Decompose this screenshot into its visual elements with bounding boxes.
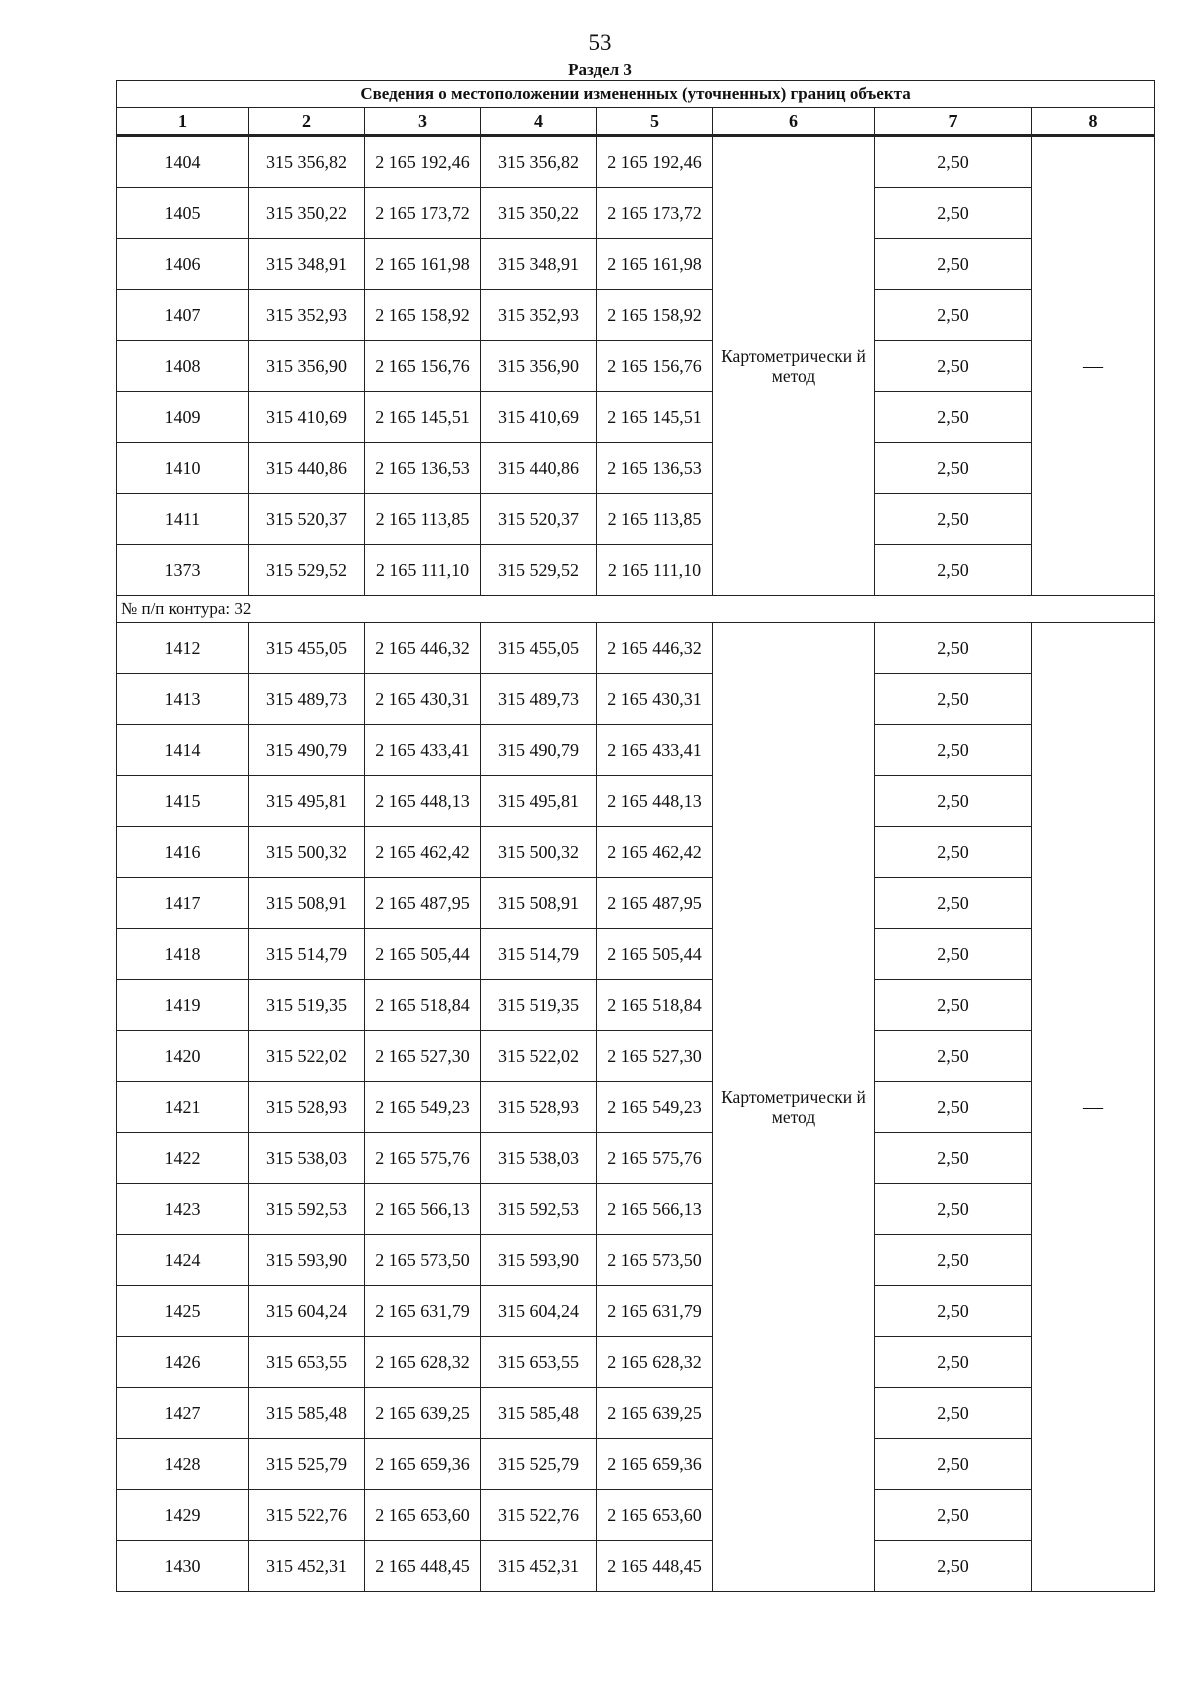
column-8-cell: —	[1032, 136, 1155, 596]
x-coordinate-cell: 315 440,86	[249, 443, 365, 494]
y-coordinate-cell: 2 165 653,60	[597, 1490, 713, 1541]
x-coordinate-cell: 315 593,90	[481, 1235, 597, 1286]
x-coordinate-cell: 315 653,55	[249, 1337, 365, 1388]
x-coordinate-cell: 315 585,48	[481, 1388, 597, 1439]
accuracy-cell: 2,50	[875, 776, 1032, 827]
y-coordinate-cell: 2 165 566,13	[597, 1184, 713, 1235]
accuracy-cell: 2,50	[875, 1184, 1032, 1235]
point-number-cell: 1404	[117, 136, 249, 188]
table-row	[117, 980, 1155, 1031]
y-coordinate-cell: 2 165 145,51	[365, 392, 481, 443]
y-coordinate-cell: 2 165 192,46	[365, 136, 481, 188]
boundary-coordinates-table	[116, 80, 1155, 1592]
table-row	[117, 188, 1155, 239]
x-coordinate-cell: 315 514,79	[481, 929, 597, 980]
y-coordinate-cell: 2 165 653,60	[365, 1490, 481, 1541]
x-coordinate-cell: 315 350,22	[249, 188, 365, 239]
x-coordinate-cell: 315 490,79	[481, 725, 597, 776]
y-coordinate-cell: 2 165 631,79	[597, 1286, 713, 1337]
column-header: 7	[875, 108, 1032, 136]
column-header-row	[117, 108, 1155, 136]
x-coordinate-cell: 315 519,35	[249, 980, 365, 1031]
x-coordinate-cell: 315 520,37	[249, 494, 365, 545]
column-header: 3	[365, 108, 481, 136]
x-coordinate-cell: 315 348,91	[481, 239, 597, 290]
table-title: Сведения о местоположении измененных (уточненных) границ объекта	[117, 81, 1155, 108]
point-number-cell: 1426	[117, 1337, 249, 1388]
point-number-cell: 1421	[117, 1082, 249, 1133]
x-coordinate-cell: 315 514,79	[249, 929, 365, 980]
x-coordinate-cell: 315 455,05	[481, 623, 597, 674]
point-number-cell: 1428	[117, 1439, 249, 1490]
table-row	[117, 725, 1155, 776]
column-header: 2	[249, 108, 365, 136]
x-coordinate-cell: 315 585,48	[249, 1388, 365, 1439]
accuracy-cell: 2,50	[875, 239, 1032, 290]
point-number-cell: 1423	[117, 1184, 249, 1235]
y-coordinate-cell: 2 165 156,76	[597, 341, 713, 392]
column-header: 4	[481, 108, 597, 136]
point-number-cell: 1425	[117, 1286, 249, 1337]
point-number-cell: 1429	[117, 1490, 249, 1541]
accuracy-cell: 2,50	[875, 392, 1032, 443]
x-coordinate-cell: 315 489,73	[249, 674, 365, 725]
y-coordinate-cell: 2 165 136,53	[597, 443, 713, 494]
x-coordinate-cell: 315 508,91	[481, 878, 597, 929]
method-cell: Картометрически й метод	[713, 136, 875, 596]
accuracy-cell: 2,50	[875, 1490, 1032, 1541]
y-coordinate-cell: 2 165 639,25	[365, 1388, 481, 1439]
table-row	[117, 1133, 1155, 1184]
x-coordinate-cell: 315 604,24	[481, 1286, 597, 1337]
table-row	[117, 1541, 1155, 1592]
y-coordinate-cell: 2 165 549,23	[597, 1082, 713, 1133]
table-row	[117, 1235, 1155, 1286]
y-coordinate-cell: 2 165 575,76	[597, 1133, 713, 1184]
y-coordinate-cell: 2 165 527,30	[597, 1031, 713, 1082]
y-coordinate-cell: 2 165 448,45	[365, 1541, 481, 1592]
x-coordinate-cell: 315 495,81	[249, 776, 365, 827]
y-coordinate-cell: 2 165 448,45	[597, 1541, 713, 1592]
y-coordinate-cell: 2 165 113,85	[365, 494, 481, 545]
y-coordinate-cell: 2 165 145,51	[597, 392, 713, 443]
accuracy-cell: 2,50	[875, 136, 1032, 188]
point-number-cell: 1420	[117, 1031, 249, 1082]
column-header: 5	[597, 108, 713, 136]
point-number-cell: 1427	[117, 1388, 249, 1439]
point-number-cell: 1430	[117, 1541, 249, 1592]
x-coordinate-cell: 315 528,93	[249, 1082, 365, 1133]
y-coordinate-cell: 2 165 631,79	[365, 1286, 481, 1337]
y-coordinate-cell: 2 165 566,13	[365, 1184, 481, 1235]
y-coordinate-cell: 2 165 527,30	[365, 1031, 481, 1082]
column-8-cell: —	[1032, 623, 1155, 1592]
point-number-cell: 1408	[117, 341, 249, 392]
x-coordinate-cell: 315 440,86	[481, 443, 597, 494]
y-coordinate-cell: 2 165 113,85	[597, 494, 713, 545]
y-coordinate-cell: 2 165 573,50	[597, 1235, 713, 1286]
x-coordinate-cell: 315 525,79	[481, 1439, 597, 1490]
column-header: 8	[1032, 108, 1155, 136]
y-coordinate-cell: 2 165 111,10	[597, 545, 713, 596]
table-row	[117, 341, 1155, 392]
y-coordinate-cell: 2 165 158,92	[597, 290, 713, 341]
accuracy-cell: 2,50	[875, 1031, 1032, 1082]
y-coordinate-cell: 2 165 518,84	[597, 980, 713, 1031]
table-row	[117, 545, 1155, 596]
table-row	[117, 443, 1155, 494]
x-coordinate-cell: 315 356,82	[249, 136, 365, 188]
x-coordinate-cell: 315 522,02	[481, 1031, 597, 1082]
x-coordinate-cell: 315 520,37	[481, 494, 597, 545]
x-coordinate-cell: 315 522,76	[481, 1490, 597, 1541]
contour-row	[117, 596, 1155, 623]
y-coordinate-cell: 2 165 659,36	[597, 1439, 713, 1490]
x-coordinate-cell: 315 352,93	[481, 290, 597, 341]
accuracy-cell: 2,50	[875, 725, 1032, 776]
point-number-cell: 1417	[117, 878, 249, 929]
y-coordinate-cell: 2 165 462,42	[597, 827, 713, 878]
point-number-cell: 1373	[117, 545, 249, 596]
accuracy-cell: 2,50	[875, 545, 1032, 596]
x-coordinate-cell: 315 452,31	[481, 1541, 597, 1592]
x-coordinate-cell: 315 350,22	[481, 188, 597, 239]
accuracy-cell: 2,50	[875, 290, 1032, 341]
table-row	[117, 1490, 1155, 1541]
table-row	[117, 290, 1155, 341]
point-number-cell: 1412	[117, 623, 249, 674]
x-coordinate-cell: 315 653,55	[481, 1337, 597, 1388]
accuracy-cell: 2,50	[875, 827, 1032, 878]
table-row	[117, 674, 1155, 725]
x-coordinate-cell: 315 593,90	[249, 1235, 365, 1286]
y-coordinate-cell: 2 165 446,32	[365, 623, 481, 674]
accuracy-cell: 2,50	[875, 929, 1032, 980]
y-coordinate-cell: 2 165 505,44	[365, 929, 481, 980]
x-coordinate-cell: 315 356,90	[481, 341, 597, 392]
table-row	[117, 827, 1155, 878]
point-number-cell: 1413	[117, 674, 249, 725]
page-number: 53	[588, 30, 612, 55]
accuracy-cell: 2,50	[875, 1286, 1032, 1337]
table-row	[117, 1388, 1155, 1439]
table-row	[117, 392, 1155, 443]
y-coordinate-cell: 2 165 575,76	[365, 1133, 481, 1184]
y-coordinate-cell: 2 165 628,32	[597, 1337, 713, 1388]
point-number-cell: 1415	[117, 776, 249, 827]
x-coordinate-cell: 315 455,05	[249, 623, 365, 674]
contour-label: № п/п контура: 32	[117, 596, 1155, 623]
y-coordinate-cell: 2 165 518,84	[365, 980, 481, 1031]
x-coordinate-cell: 315 489,73	[481, 674, 597, 725]
accuracy-cell: 2,50	[875, 494, 1032, 545]
point-number-cell: 1419	[117, 980, 249, 1031]
x-coordinate-cell: 315 410,69	[249, 392, 365, 443]
x-coordinate-cell: 315 522,02	[249, 1031, 365, 1082]
table-row	[117, 1082, 1155, 1133]
y-coordinate-cell: 2 165 628,32	[365, 1337, 481, 1388]
x-coordinate-cell: 315 538,03	[481, 1133, 597, 1184]
table-row	[117, 1439, 1155, 1490]
y-coordinate-cell: 2 165 173,72	[597, 188, 713, 239]
y-coordinate-cell: 2 165 448,13	[365, 776, 481, 827]
x-coordinate-cell: 315 500,32	[481, 827, 597, 878]
x-coordinate-cell: 315 495,81	[481, 776, 597, 827]
accuracy-cell: 2,50	[875, 188, 1032, 239]
y-coordinate-cell: 2 165 136,53	[365, 443, 481, 494]
accuracy-cell: 2,50	[875, 1133, 1032, 1184]
y-coordinate-cell: 2 165 161,98	[365, 239, 481, 290]
point-number-cell: 1424	[117, 1235, 249, 1286]
x-coordinate-cell: 315 592,53	[481, 1184, 597, 1235]
table-row	[117, 776, 1155, 827]
table-row	[117, 136, 1155, 188]
x-coordinate-cell: 315 592,53	[249, 1184, 365, 1235]
accuracy-cell: 2,50	[875, 623, 1032, 674]
table-title-row	[117, 81, 1155, 108]
y-coordinate-cell: 2 165 487,95	[597, 878, 713, 929]
table-row	[117, 494, 1155, 545]
point-number-cell: 1409	[117, 392, 249, 443]
table-row	[117, 929, 1155, 980]
accuracy-cell: 2,50	[875, 878, 1032, 929]
x-coordinate-cell: 315 410,69	[481, 392, 597, 443]
x-coordinate-cell: 315 500,32	[249, 827, 365, 878]
accuracy-cell: 2,50	[875, 1388, 1032, 1439]
point-number-cell: 1416	[117, 827, 249, 878]
x-coordinate-cell: 315 522,76	[249, 1490, 365, 1541]
method-cell: Картометрически й метод	[713, 623, 875, 1592]
x-coordinate-cell: 315 528,93	[481, 1082, 597, 1133]
y-coordinate-cell: 2 165 573,50	[365, 1235, 481, 1286]
y-coordinate-cell: 2 165 448,13	[597, 776, 713, 827]
accuracy-cell: 2,50	[875, 1235, 1032, 1286]
accuracy-cell: 2,50	[875, 1082, 1032, 1133]
x-coordinate-cell: 315 352,93	[249, 290, 365, 341]
table-row	[117, 878, 1155, 929]
y-coordinate-cell: 2 165 462,42	[365, 827, 481, 878]
accuracy-cell: 2,50	[875, 674, 1032, 725]
y-coordinate-cell: 2 165 433,41	[365, 725, 481, 776]
accuracy-cell: 2,50	[875, 980, 1032, 1031]
y-coordinate-cell: 2 165 430,31	[365, 674, 481, 725]
point-number-cell: 1418	[117, 929, 249, 980]
y-coordinate-cell: 2 165 192,46	[597, 136, 713, 188]
y-coordinate-cell: 2 165 156,76	[365, 341, 481, 392]
point-number-cell: 1410	[117, 443, 249, 494]
y-coordinate-cell: 2 165 111,10	[365, 545, 481, 596]
point-number-cell: 1411	[117, 494, 249, 545]
accuracy-cell: 2,50	[875, 1337, 1032, 1388]
x-coordinate-cell: 315 356,90	[249, 341, 365, 392]
column-header: 1	[117, 108, 249, 136]
x-coordinate-cell: 315 519,35	[481, 980, 597, 1031]
section-title: Раздел 3	[568, 60, 632, 79]
y-coordinate-cell: 2 165 158,92	[365, 290, 481, 341]
table-row	[117, 623, 1155, 674]
table-row	[117, 239, 1155, 290]
point-number-cell: 1406	[117, 239, 249, 290]
x-coordinate-cell: 315 452,31	[249, 1541, 365, 1592]
table-row	[117, 1184, 1155, 1235]
x-coordinate-cell: 315 490,79	[249, 725, 365, 776]
y-coordinate-cell: 2 165 487,95	[365, 878, 481, 929]
y-coordinate-cell: 2 165 659,36	[365, 1439, 481, 1490]
x-coordinate-cell: 315 529,52	[481, 545, 597, 596]
y-coordinate-cell: 2 165 639,25	[597, 1388, 713, 1439]
point-number-cell: 1405	[117, 188, 249, 239]
x-coordinate-cell: 315 538,03	[249, 1133, 365, 1184]
accuracy-cell: 2,50	[875, 1541, 1032, 1592]
y-coordinate-cell: 2 165 505,44	[597, 929, 713, 980]
accuracy-cell: 2,50	[875, 341, 1032, 392]
x-coordinate-cell: 315 604,24	[249, 1286, 365, 1337]
accuracy-cell: 2,50	[875, 1439, 1032, 1490]
x-coordinate-cell: 315 525,79	[249, 1439, 365, 1490]
point-number-cell: 1414	[117, 725, 249, 776]
column-header: 6	[713, 108, 875, 136]
y-coordinate-cell: 2 165 173,72	[365, 188, 481, 239]
y-coordinate-cell: 2 165 430,31	[597, 674, 713, 725]
point-number-cell: 1422	[117, 1133, 249, 1184]
x-coordinate-cell: 315 508,91	[249, 878, 365, 929]
y-coordinate-cell: 2 165 446,32	[597, 623, 713, 674]
point-number-cell: 1407	[117, 290, 249, 341]
table-row	[117, 1286, 1155, 1337]
accuracy-cell: 2,50	[875, 443, 1032, 494]
y-coordinate-cell: 2 165 161,98	[597, 239, 713, 290]
table-row	[117, 1337, 1155, 1388]
x-coordinate-cell: 315 529,52	[249, 545, 365, 596]
x-coordinate-cell: 315 356,82	[481, 136, 597, 188]
x-coordinate-cell: 315 348,91	[249, 239, 365, 290]
y-coordinate-cell: 2 165 549,23	[365, 1082, 481, 1133]
y-coordinate-cell: 2 165 433,41	[597, 725, 713, 776]
table-row	[117, 1031, 1155, 1082]
